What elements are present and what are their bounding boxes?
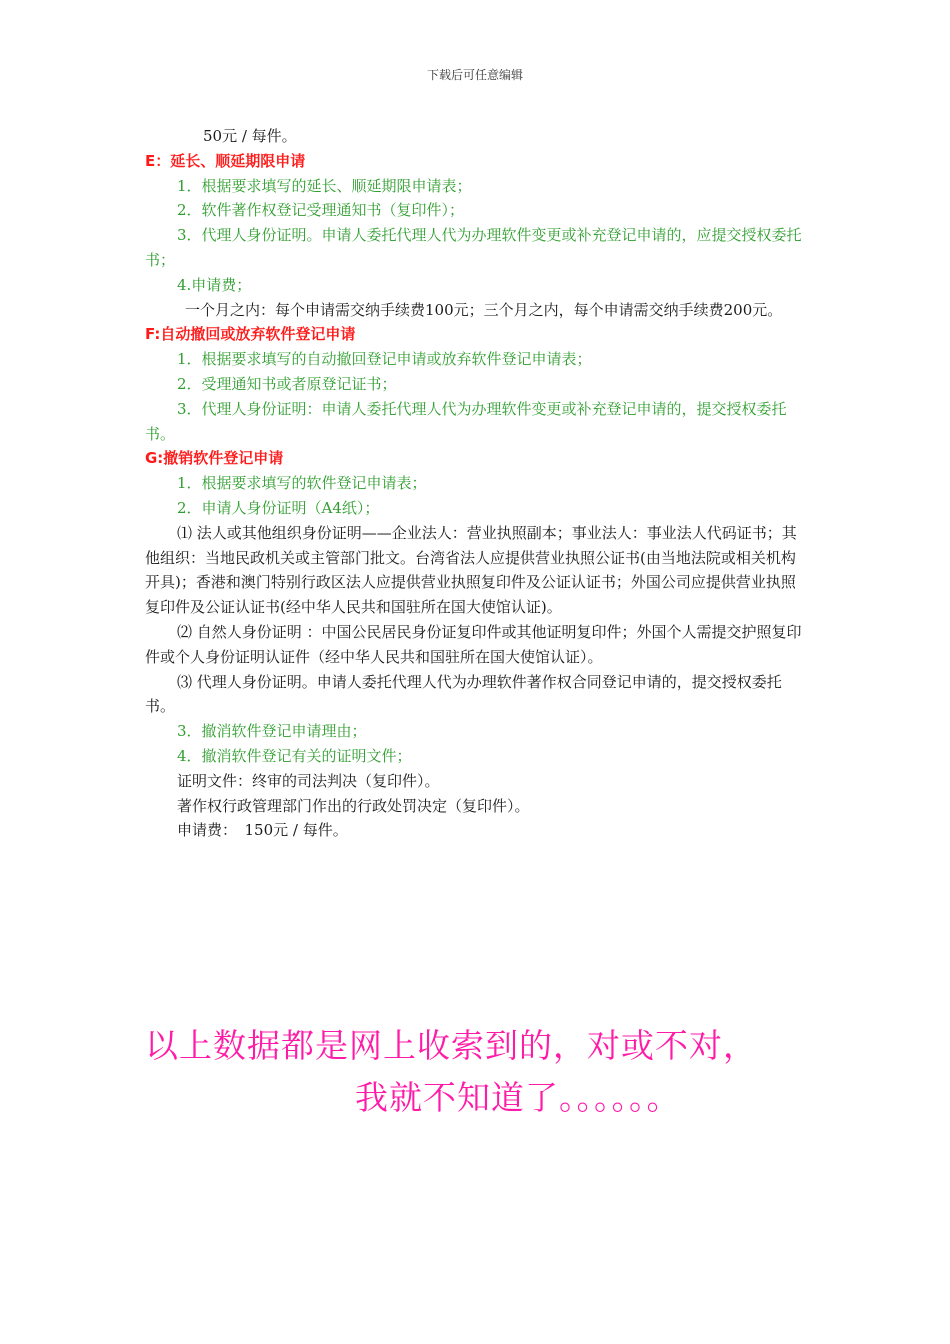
previous-fee-line: 50元 / 每件。 xyxy=(203,127,297,145)
section-e-item-4: 4.申请费； xyxy=(177,275,252,294)
section-g-proof-2: 著作权行政管理部门作出的行政处罚决定（复印件）。 xyxy=(177,796,530,815)
closing-note xyxy=(145,1020,845,1124)
section-e-item-1: 1．根据要求填写的延长、顺延期限申请表； xyxy=(177,176,472,195)
section-e-item-3: 3．代理人身份证明。申请人委托代理人代为办理软件变更或补充登记申请的，应提交授权委托书； xyxy=(145,226,802,269)
section-g-proof-1: 证明文件：终审的司法判决（复印件）。 xyxy=(177,771,440,790)
section-g-sub-1: ⑴ 法人或其他组织身份证明——企业法人：营业执照副本；事业法人：事业法人代码证书；其他组织：当地民政机关或主管部门批文。台湾省法人应提供营业执照公证书(由当地法院或相关机构开具)；香港和澳门特别行政区法人应提供营业执照复印件及公证认证书；外国公司应提供营业执照复印件及公证认证书(经中华人民共和国驻所在国大使馆认证)。 xyxy=(145,523,797,617)
section-g-title: G:撤销软件登记申请 xyxy=(145,449,284,468)
section-g-sub-3: ⑶ 代理人身份证明。申请人委托代理人代为办理软件著作权合同登记申请的，提交授权委托书。 xyxy=(145,672,782,716)
section-g-fee: 申请费： 150元 / 每件。 xyxy=(177,821,348,840)
section-f-item-1: 1．根据要求填写的自动撤回登记申请或放弃软件登记申请表； xyxy=(177,350,592,369)
section-g-item-1: 1．根据要求填写的软件登记申请表； xyxy=(177,474,427,493)
section-e-item-2: 2．软件著作权登记受理通知书（复印件）； xyxy=(177,201,465,220)
section-e-fee: 一个月之内：每个申请需交纳手续费100元；三个月之内，每个申请需交纳手续费200元。 xyxy=(185,300,783,319)
section-g-sub-2: ⑵ 自然人身份证明 ：中国公民居民身份证复印件或其他证明复印件；外国个人需提交护照复印件或个人身份证明认证件（经中华人民共和国驻所在国大使馆认证）。 xyxy=(145,622,802,666)
page-header: 下载后可任意编辑 xyxy=(426,68,523,82)
section-f-item-2: 2．受理通知书或者原登记证书； xyxy=(177,374,397,393)
section-g-item-3: 3．撤消软件登记申请理由； xyxy=(177,722,367,741)
document-body xyxy=(145,124,810,843)
closing-note-line-2: 我就不知道了。。。。。。 xyxy=(355,1078,681,1117)
section-f-item-3: 3．代理人身份证明：申请人委托代理人代为办理软件变更或补充登记申请的，提交授权委托书。 xyxy=(145,399,787,443)
closing-note-line-1: 以上数据都是网上收索到的，对或不对， xyxy=(145,1026,757,1065)
section-g-item-2: 2．申请人身份证明（A4纸）； xyxy=(177,498,380,517)
section-f-title: F:自动撤回或放弃软件登记申请 xyxy=(145,325,356,344)
section-e-title: E：延长、顺延期限申请 xyxy=(145,151,306,170)
section-g-item-4: 4．撤消软件登记有关的证明文件； xyxy=(177,746,412,765)
